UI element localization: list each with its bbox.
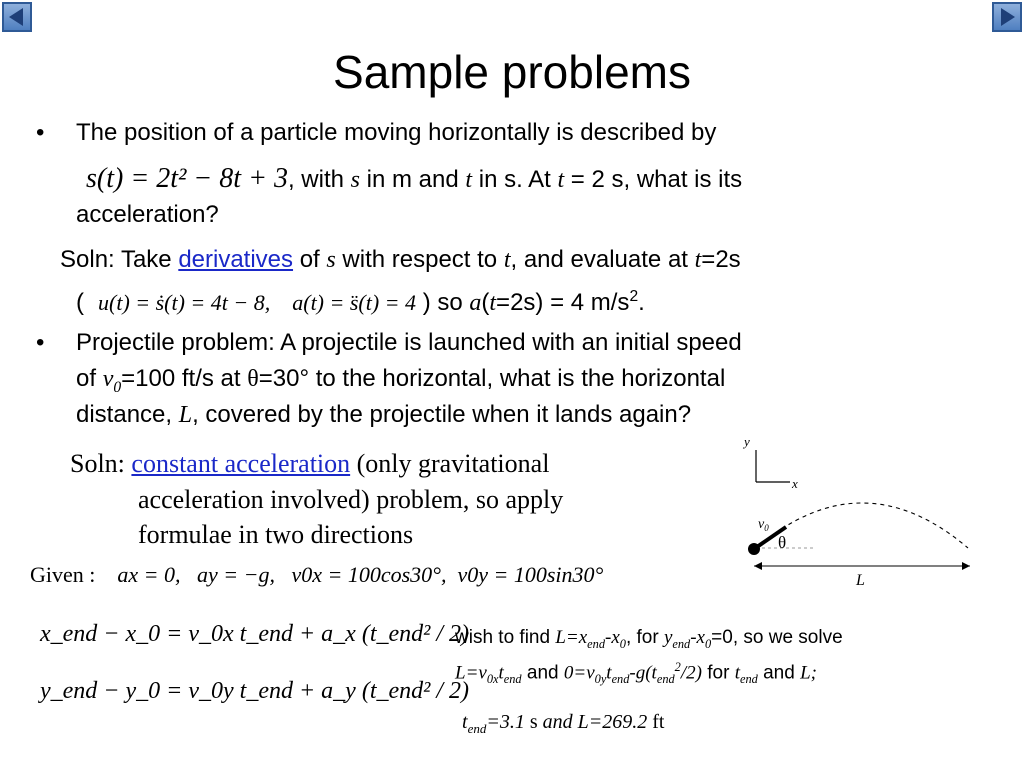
x-kinematic-equation: x_end − x_0 = v_0x t_end + a_x (t_end² / 2) (40, 621, 469, 647)
note-line-1: wish to find $L=x_{end}-x_0$, for $y_{end}-x_0=0$, so we solve (455, 627, 843, 651)
problem-1-line-2: s(t) = 2t² − 8t + 3, with s in m and t in s. At t = 2 s, what is its (86, 163, 743, 194)
derivative-equation: u(t) = ṡ(t) = 4t − 8, a(t) = s̈(t) = 4 (98, 290, 417, 315)
problem-2-line-1: Projectile problem: A projectile is launched with an initial speed (76, 329, 742, 356)
slide-title: Sample problems (333, 46, 691, 98)
problem-1-line-3: acceleration? (76, 201, 219, 228)
solution-1-line-1: Soln: Take derivatives of s with respect to t, and evaluate at t=2s (60, 246, 741, 273)
given-label: Given : (30, 562, 96, 587)
solution-2-line-1: Soln: constant acceleration (only gravitational (70, 449, 550, 478)
previous-slide-button[interactable] (2, 2, 32, 32)
position-equation: s(t) = 2t² − 8t + 3 (86, 163, 288, 194)
solution-2-line-2: acceleration involved) problem, so apply (138, 485, 564, 514)
bullet-1: • (36, 119, 45, 146)
arrow-right-icon (994, 4, 1020, 30)
problem-1-line-1: The position of a particle moving horizontally is described by (76, 119, 717, 146)
solution-2-line-3: formulae in two directions (138, 520, 414, 549)
arrow-left-icon (4, 4, 30, 30)
note-result: $t_{end}=3.1$ s and L=269.2 ft (462, 711, 665, 736)
problem-2-line-2: of $v_0=100$ ft/s at θ=30° to the horizontal, what is the horizontal (76, 365, 726, 396)
y-axis-label: y (744, 434, 750, 449)
projectile-dot (748, 543, 760, 555)
theta-label: θ (778, 533, 787, 552)
given-line (30, 560, 603, 590)
note-line-2: $L=v_{0x}t_{end}$ and $0=v_{0y}t_{end}-g(t_{end}^2/2)$ for $t_{end}$ and L; (455, 660, 817, 687)
bullet-2: • (36, 329, 45, 356)
problem-2-line-3: distance, L, covered by the projectile when it lands again? (76, 401, 692, 428)
range-arrow-left (754, 562, 762, 570)
range-arrow-right (962, 562, 970, 570)
y-kinematic-equation: y_end − y_0 = v_0y t_end + a_y (t_end² / 2) (40, 678, 469, 704)
x-axis-label: x (792, 476, 798, 491)
trajectory-path (756, 503, 968, 548)
v0-label: $v_0$ (758, 517, 769, 533)
projectile-diagram (730, 430, 1000, 590)
given-equation: ax = 0, ay = −g, v0x = 100cos30°, v0y = 100sin30° (117, 562, 604, 587)
solution-1-line-2: ( u(t) = ṡ(t) = 4t − 8, a(t) = s̈(t) = 4 ) so a(t=2s) = 4 $m/s^2$. (76, 288, 645, 316)
derivatives-link[interactable]: derivatives (178, 246, 294, 273)
next-slide-button[interactable] (992, 2, 1022, 32)
range-label: L (856, 572, 865, 589)
constant-acceleration-link[interactable]: constant acceleration (131, 449, 351, 478)
